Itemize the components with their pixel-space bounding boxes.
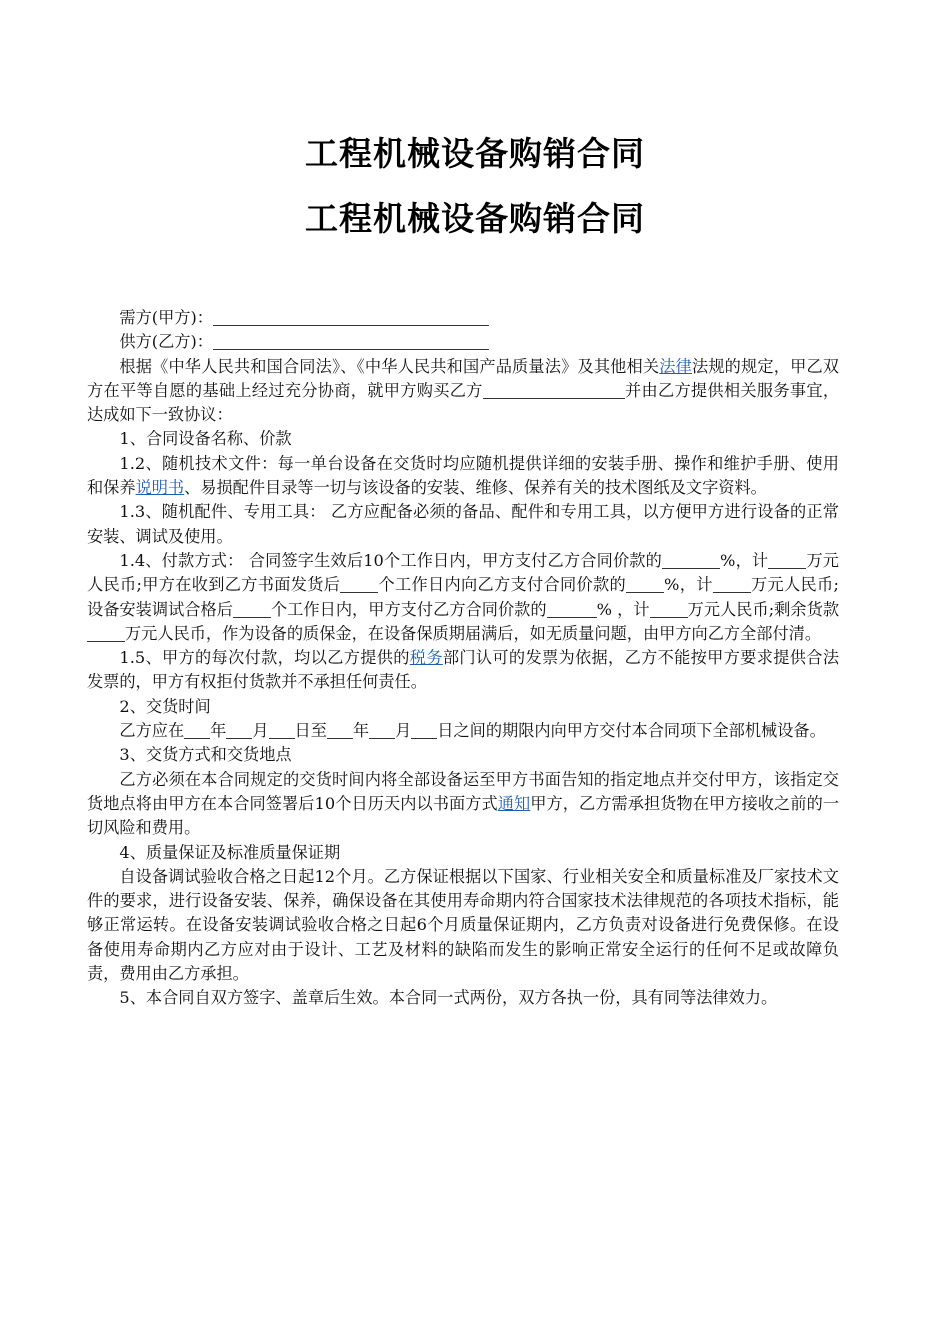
party-b-line	[87, 330, 839, 354]
pay-blank-3[interactable]	[340, 575, 378, 593]
s1-2-text-a: 1.2、随机技术文件：每一单台设备在交货时均应随机提供详细的安装手册、操作和维护手册、使用和保养	[87, 453, 839, 498]
section-1-2	[87, 452, 839, 501]
pay-blank-4[interactable]	[626, 575, 664, 593]
s1-4-text-g: 个工作日内，甲方支付乙方合同价款的	[270, 599, 547, 619]
s3-text-b: 甲方，乙方需承担货物在甲方接收之前的一切风险和费用。	[87, 793, 840, 838]
s3-text-a: 乙方必须在本合同规定的交货时间内将全部设备运至甲方书面告知的指定地点并交付甲方，该指定交货地点将由甲方在本合同签署后10个日历天内以书面方式	[87, 769, 839, 813]
pay-blank-2[interactable]	[768, 551, 806, 569]
s2-day-to: 日至	[294, 721, 327, 741]
party-a-label: 需方(甲方)：	[119, 308, 213, 327]
date-blank-6[interactable]	[411, 721, 437, 739]
section-5: 5、本合同自双方签字、盖章后生效。本合同一式两份，双方各执一份，具有同等法律效力。	[119, 988, 778, 1008]
section-4: 自设备调试验收合格之日起12个月。乙方保证根据以下国家、行业相关安全和质量标准及厂家技术文件的要求，进行设备安装、保养，确保设备在其使用寿命期内符合国家技术法律规范的各项技术指标，能够正常运转。在设备安装调试验收合格之日起6个月质量保证期内，乙方负责对设备进行免费保修。在设备使用寿命期内乙方应对由于设计、工艺及材料的缺陷而发生的影响正常安全运行的任何不足或故障负责，费用由乙方承担。	[87, 866, 839, 984]
s2-month2: 月	[395, 721, 412, 741]
date-blank-1[interactable]	[184, 721, 210, 739]
link-notice[interactable]: 通知	[497, 793, 531, 813]
s1-4-text-c: 万元人民币;甲方在收到乙方书面发货后	[87, 550, 839, 595]
document-subtitle: 工程机械设备购销合同	[305, 199, 645, 238]
date-blank-5[interactable]	[369, 721, 395, 739]
party-a-blank[interactable]	[213, 308, 489, 326]
s1-4-text-j: 万元人民币，作为设备的质保金，在设备保质期届满后，如无质量问题，由甲方向乙方全部付清。	[125, 623, 822, 643]
date-blank-4[interactable]	[327, 721, 353, 739]
s2-month: 月	[252, 721, 269, 741]
party-b-blank[interactable]	[213, 332, 489, 350]
seller-blank[interactable]	[483, 381, 611, 399]
intro-paragraph	[87, 355, 839, 428]
date-blank-2[interactable]	[226, 721, 252, 739]
s2-year: 年	[210, 721, 227, 741]
party-b-label: 供方(乙方)：	[119, 332, 213, 352]
link-law[interactable]: 法律	[659, 356, 692, 376]
pay-blank-5[interactable]	[713, 575, 751, 593]
document-title: 工程机械设备购销合同	[305, 134, 645, 173]
s2-text-a: 乙方应在	[119, 721, 185, 741]
s1-4-text-e: %，计	[664, 575, 713, 595]
section-1-heading: 1、合同设备名称、价款	[119, 429, 292, 449]
section-1-3: 1.3、随机配件、专用工具： 乙方应配备必须的备品、配件和专用工具，以方便甲方进行设备的正常安装、调试及使用。	[87, 502, 839, 546]
s1-4-text-d: 个工作日内向乙方支付合同价款的	[378, 575, 627, 595]
seller-blank-cont[interactable]	[611, 381, 625, 399]
s1-4-text-f: 万元人民币;设备安装调试合格后	[87, 575, 840, 619]
section-3	[87, 768, 839, 841]
s1-4-text-a: 1.4、付款方式： 合同签字生效后10个工作日内，甲方支付乙方合同价款的	[119, 550, 663, 570]
s1-4-text-i: 万元人民币;剩余货款	[687, 599, 840, 619]
party-a-line	[87, 306, 839, 330]
s2-year2: 年	[352, 721, 370, 741]
pay-blank-7[interactable]	[547, 600, 597, 618]
contract-body	[87, 306, 839, 1011]
section-1-5	[87, 646, 839, 695]
pay-blank-9[interactable]	[87, 624, 125, 642]
section-2	[87, 719, 839, 743]
date-blank-3[interactable]	[269, 721, 295, 739]
link-tax[interactable]: 税务	[409, 648, 443, 668]
section-4-heading: 4、质量保证及标准质量保证期	[119, 842, 341, 862]
intro-text-b: 法规的规定，甲乙双方在平等自愿的基础上经过充分协商，就甲方购买乙方	[87, 356, 839, 400]
link-manual[interactable]: 说明书	[135, 478, 185, 498]
pay-blank-8[interactable]	[650, 600, 688, 618]
section-3-heading: 3、交货方式和交货地点	[119, 745, 292, 765]
pay-blank-1[interactable]	[662, 551, 720, 569]
s1-5-text-a: 1.5、甲方的每次付款，均以乙方提供的	[119, 648, 410, 668]
intro-text-a: 根据《中华人民共和国合同法》、《中华人民共和国产品质量法》及其他相关	[119, 356, 660, 376]
s1-2-text-b: 、易损配件目录等一切与该设备的安装、维修、保养有关的技术图纸及文字资料。	[184, 478, 767, 498]
s1-4-text-b: %，计	[720, 550, 769, 570]
s1-4-text-h: % ，计	[596, 599, 650, 619]
s2-end: 日之间的期限内向甲方交付本合同项下全部机械设备。	[437, 721, 826, 741]
section-2-heading: 2、交货时间	[119, 696, 211, 716]
s1-5-text-b: 部门认可的发票为依据，乙方不能按甲方要求提供合法发票的，甲方有权拒付货款并不承担任何责任。	[87, 648, 840, 692]
pay-blank-6[interactable]	[233, 600, 271, 618]
intro-text-c: 并由乙方提供相关服务事宜，达成如下一致协议：	[87, 380, 840, 425]
section-1-4	[87, 549, 839, 646]
